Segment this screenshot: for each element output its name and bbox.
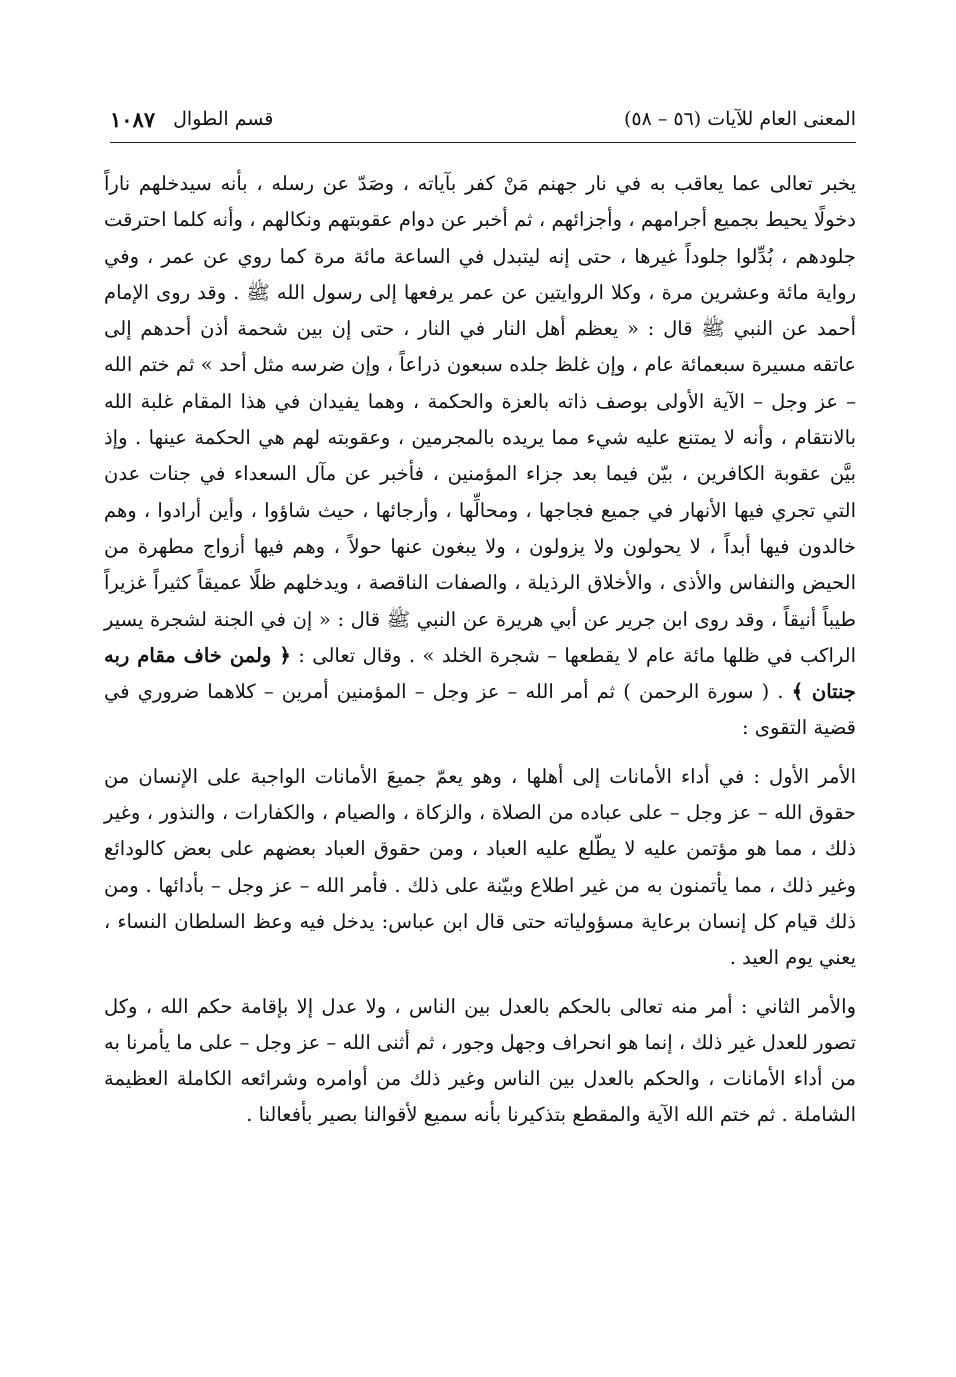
chapter-title: المعنى العام للآيات (٥٦ – ٥٨) [623, 108, 856, 130]
page-body [104, 166, 856, 1134]
section-title: قسم الطوال [173, 108, 274, 130]
paragraph-1-text: يخبر تعالى عما يعاقب به في نار جهنم مَنْ كفر بآياته ، وصَدّ عن رسله ، بأنه سيدخلهم ناراً دخولًا يحيط بجميع أجرامهم ، وأجزائهم ، ثم أخبر عن دوام عقوبتهم ونكالهم ، وأنه كلما احترقت جلودهم ، بُدِّلوا جلوداً غيرها ، حتى إنه ليتبدل في الساعة مائة مرة كما روي عن عمر ، وفي رواية مائة وعشرين مرة ، وكلا الروايتين عن عمر يرفعها إلى رسول الله ﷺ . وقد روى الإمام أحمد عن النبي ﷺ قال : « يعظم أهل النار في النار ، حتى إن بين شحمة أذن أحدهم إلى عاتقه مسيرة سبعمائة عام ، وإن غلظ جلده سبعون ذراعاً ، وإن ضرسه مثل أحد » ثم ختم الله – عز وجل – الآية الأولى بوصف ذاته بالعزة والحكمة ، وهما يفيدان في هذا المقام غلبة الله بالانتقام ، وأنه لا يمتنع عليه شيء مما يريده بالمجرمين ، وعقوبته لهم هي الحكمة عينها . وإذ بيَّن عقوبة الكافرين ، بيّن فيما بعد جزاء المؤمنين ، فأخبر عن مآل السعداء في جنات عدن التي تجري فيها الأنهار في جميع فجاجها ، ومحالِّها ، وأرجائها ، حيث شاؤوا ، وأين أرادوا ، وهم خالدون فيها أبداً ، لا يحولون ولا يزولون ، ولا يبغون عنها حولاً ، وهم فيها أزواج مطهرة من الحيض والنفاس والأذى ، والأخلاق الرذيلة ، والصفات الناقصة ، ويدخلهم ظلًا عميقاً كثيراً غزيراً طيباً أنيقاً ، وقد روى ابن جرير عن أبي هريرة عن النبي ﷺ قال : « إن في الجنة لشجرة يسير الراكب في ظلها مائة عام لا يقطعها – شجرة الخلد » . وقال تعالى : [104, 172, 856, 667]
header-left [110, 107, 273, 132]
paragraph-1 [104, 166, 856, 747]
paragraph-3: والأمر الثاني : أمر منه تعالى بالحكم بالعدل بين الناس ، ولا عدل إلا بإقامة حكم الله ، وكل تصور للعدل غير ذلك ، إنما هو انحراف وجهل وجور ، ثم أثنى الله – عز وجل – على ما يأمرنا به من أداء الأمانات ، والحكم بالعدل بين الناس وغير ذلك من أوامره وشرائعه الكاملة العظيمة الشاملة . ثم ختم الله الآية والمقطع بتذكيرنا بأنه سميع لأقوالنا بصير بأفعالنا . [104, 994, 856, 1127]
quran-verse: ﴿ ولمن خاف مقام ربه جنتان ﴾ [104, 643, 856, 704]
paragraph-1-ending: . ( سورة الرحمن ) ثم أمر الله – عز وجل – المؤمنين أمرين – كلاهما ضروري في قضية التقوى : [104, 680, 856, 740]
page-number: ١٠٨٧ [110, 106, 156, 132]
running-header [110, 96, 856, 143]
paragraph-2: الأمر الأول : في أداء الأمانات إلى أهلها ، وهو يعمّ جميعَ الأمانات الواجبة على الإنسان من حقوق الله – عز وجل – على عباده من الصلاة ، والزكاة ، والصيام ، والكفارات ، والنذور ، وغير ذلك ، مما هو مؤتمن عليه لا يطّلع عليه العباد ، ومن حقوق العباد بعضهم على بعض كالودائع وغير ذلك ، مما يأتمنون به من غير اطلاع وبيّنة على ذلك . فأمر الله – عز وجل – بأدائها . ومن ذلك قيام كل إنسان برعاية مسؤولياته حتى قال ابن عباس: يدخل فيه وعظ السلطان النساء ، يعني يوم العيد . [104, 764, 856, 970]
